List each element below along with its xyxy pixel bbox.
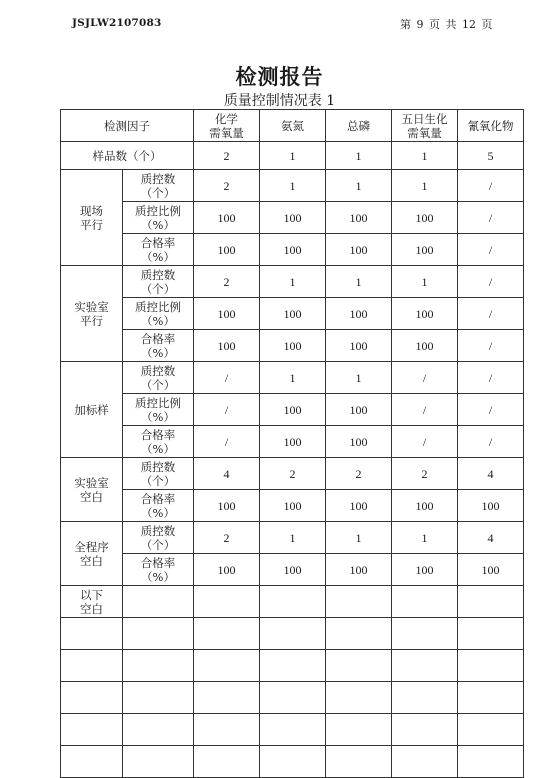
header-cell: 化学 需氧量 (194, 110, 260, 142)
value-cell: 100 (326, 490, 392, 522)
value-cell: 2 (194, 170, 260, 202)
table-row (61, 266, 524, 298)
table-row (61, 490, 524, 522)
metric-label: 合格率 （%） (123, 330, 194, 362)
table-subtitle: 质量控制情况表 1 (223, 93, 336, 109)
blank-cell (260, 650, 326, 682)
value-cell: 1 (326, 522, 392, 554)
blank-cell (123, 682, 194, 714)
value-cell: / (458, 298, 524, 330)
table-row (61, 298, 524, 330)
metric-label: 合格率 （%） (123, 554, 194, 586)
blank-cell (61, 746, 123, 778)
blank-cell (326, 746, 392, 778)
value-cell: / (458, 394, 524, 426)
table-row (61, 170, 524, 202)
blank-cell (260, 746, 326, 778)
report-title: 检测报告 (235, 64, 324, 89)
blank-cell (392, 714, 458, 746)
blank-cell (194, 682, 260, 714)
value-cell: 100 (326, 202, 392, 234)
value-cell: / (194, 426, 260, 458)
value-cell: / (392, 426, 458, 458)
value-cell: 1 (392, 266, 458, 298)
blank-cell (61, 682, 123, 714)
blank-cell (326, 586, 392, 618)
value-cell: 1 (326, 362, 392, 394)
page-info: 第 9 页 共 12 页 (400, 18, 493, 31)
value-cell: 100 (326, 554, 392, 586)
value-cell: 100 (260, 554, 326, 586)
blank-cell (123, 586, 194, 618)
value-cell: 100 (260, 490, 326, 522)
value-cell: / (392, 394, 458, 426)
blank-cell (123, 618, 194, 650)
blank-cell (392, 746, 458, 778)
value-cell: 100 (260, 394, 326, 426)
metric-label: 质控数 （个） (123, 266, 194, 298)
blank-cell (61, 618, 123, 650)
group-label: 实验室 平行 (61, 266, 123, 362)
group-label: 实验室 空白 (61, 458, 123, 522)
value-cell: 100 (326, 298, 392, 330)
metric-label: 质控数 （个） (123, 458, 194, 490)
value-cell: 2 (392, 458, 458, 490)
blank-cell (194, 586, 260, 618)
blank-cell (392, 650, 458, 682)
value-cell: 100 (194, 554, 260, 586)
value-cell: 1 (260, 170, 326, 202)
header-cell: 氰氧化物 (458, 110, 524, 142)
blank-cell (392, 586, 458, 618)
value-cell: 2 (194, 522, 260, 554)
table-row (61, 522, 524, 554)
header-factor: 检测因子 (61, 110, 194, 142)
value-cell: 100 (392, 234, 458, 266)
blank-cell (194, 746, 260, 778)
value-cell: / (458, 234, 524, 266)
metric-label: 质控比例 （%） (123, 298, 194, 330)
quality-control-table (60, 109, 524, 778)
value-cell: 100 (392, 202, 458, 234)
value-cell: / (194, 394, 260, 426)
value-cell: 100 (260, 426, 326, 458)
value-cell: 100 (392, 298, 458, 330)
blank-cell (123, 746, 194, 778)
header-row (61, 110, 524, 142)
blank-cell (194, 618, 260, 650)
blank-cell (392, 618, 458, 650)
value-cell: 100 (392, 330, 458, 362)
blank-cell (326, 682, 392, 714)
value-cell: / (458, 362, 524, 394)
value-cell: 100 (260, 234, 326, 266)
metric-label: 合格率 （%） (123, 490, 194, 522)
value-cell: 4 (458, 458, 524, 490)
blank-cell (123, 650, 194, 682)
value-cell: 100 (326, 394, 392, 426)
metric-label: 质控比例 （%） (123, 394, 194, 426)
value-cell: 100 (458, 490, 524, 522)
header-cell: 总磷 (326, 110, 392, 142)
value-cell: 1 (392, 522, 458, 554)
report-number: JSJLW2107083 (72, 17, 162, 29)
value-cell: 1 (260, 362, 326, 394)
metric-label: 合格率 （%） (123, 234, 194, 266)
value-cell: 100 (260, 298, 326, 330)
value-cell: 100 (194, 330, 260, 362)
sample-count-value: 2 (194, 142, 260, 170)
value-cell: 100 (194, 234, 260, 266)
value-cell: 4 (458, 522, 524, 554)
value-cell: 100 (260, 202, 326, 234)
value-cell: 100 (194, 298, 260, 330)
header-cell: 氨氮 (260, 110, 326, 142)
value-cell: 100 (326, 330, 392, 362)
value-cell: 2 (326, 458, 392, 490)
table-row (61, 202, 524, 234)
value-cell: 1 (326, 170, 392, 202)
footer-row (61, 586, 524, 618)
blank-cell (194, 650, 260, 682)
value-cell: 2 (194, 266, 260, 298)
blank-row (61, 746, 524, 778)
blank-cell (326, 618, 392, 650)
table-row (61, 426, 524, 458)
value-cell: 100 (326, 234, 392, 266)
value-cell: / (458, 170, 524, 202)
value-cell: / (458, 330, 524, 362)
blank-cell (260, 586, 326, 618)
value-cell: / (458, 266, 524, 298)
blank-cell (392, 682, 458, 714)
header-cell: 五日生化 需氧量 (392, 110, 458, 142)
value-cell: 1 (260, 522, 326, 554)
footer-label: 以下 空白 (61, 586, 123, 618)
blank-cell (260, 714, 326, 746)
metric-label: 合格率 （%） (123, 426, 194, 458)
metric-label: 质控数 （个） (123, 362, 194, 394)
blank-row (61, 714, 524, 746)
group-label: 全程序 空白 (61, 522, 123, 586)
blank-cell (458, 746, 524, 778)
table-row (61, 458, 524, 490)
sample-count-value: 1 (392, 142, 458, 170)
table-row (61, 330, 524, 362)
group-label: 现场 平行 (61, 170, 123, 266)
value-cell: / (458, 426, 524, 458)
blank-cell (61, 714, 123, 746)
value-cell: 1 (260, 266, 326, 298)
blank-cell (458, 650, 524, 682)
sample-count-row (61, 142, 524, 170)
sample-count-value: 1 (326, 142, 392, 170)
value-cell: 100 (194, 202, 260, 234)
metric-label: 质控比例 （%） (123, 202, 194, 234)
value-cell: 100 (458, 554, 524, 586)
value-cell: 2 (260, 458, 326, 490)
table-row (61, 234, 524, 266)
value-cell: 100 (392, 490, 458, 522)
blank-cell (194, 714, 260, 746)
blank-cell (326, 650, 392, 682)
value-cell: 100 (194, 490, 260, 522)
value-cell: / (392, 362, 458, 394)
value-cell: 1 (392, 170, 458, 202)
blank-cell (61, 650, 123, 682)
metric-label: 质控数 （个） (123, 522, 194, 554)
blank-cell (458, 586, 524, 618)
group-label: 加标样 (61, 362, 123, 458)
sample-count-label: 样品数（个） (61, 142, 194, 170)
sample-count-value: 1 (260, 142, 326, 170)
value-cell: 100 (392, 554, 458, 586)
blank-cell (326, 714, 392, 746)
table-row (61, 554, 524, 586)
blank-cell (458, 714, 524, 746)
value-cell: / (194, 362, 260, 394)
blank-cell (458, 618, 524, 650)
table-row (61, 362, 524, 394)
blank-cell (458, 682, 524, 714)
blank-row (61, 682, 524, 714)
blank-row (61, 618, 524, 650)
value-cell: 1 (326, 266, 392, 298)
blank-cell (260, 618, 326, 650)
blank-cell (123, 714, 194, 746)
value-cell: 100 (326, 426, 392, 458)
table-row (61, 394, 524, 426)
value-cell: 100 (260, 330, 326, 362)
value-cell: 4 (194, 458, 260, 490)
sample-count-value: 5 (458, 142, 524, 170)
blank-row (61, 650, 524, 682)
metric-label: 质控数 （个） (123, 170, 194, 202)
value-cell: / (458, 202, 524, 234)
blank-cell (260, 682, 326, 714)
